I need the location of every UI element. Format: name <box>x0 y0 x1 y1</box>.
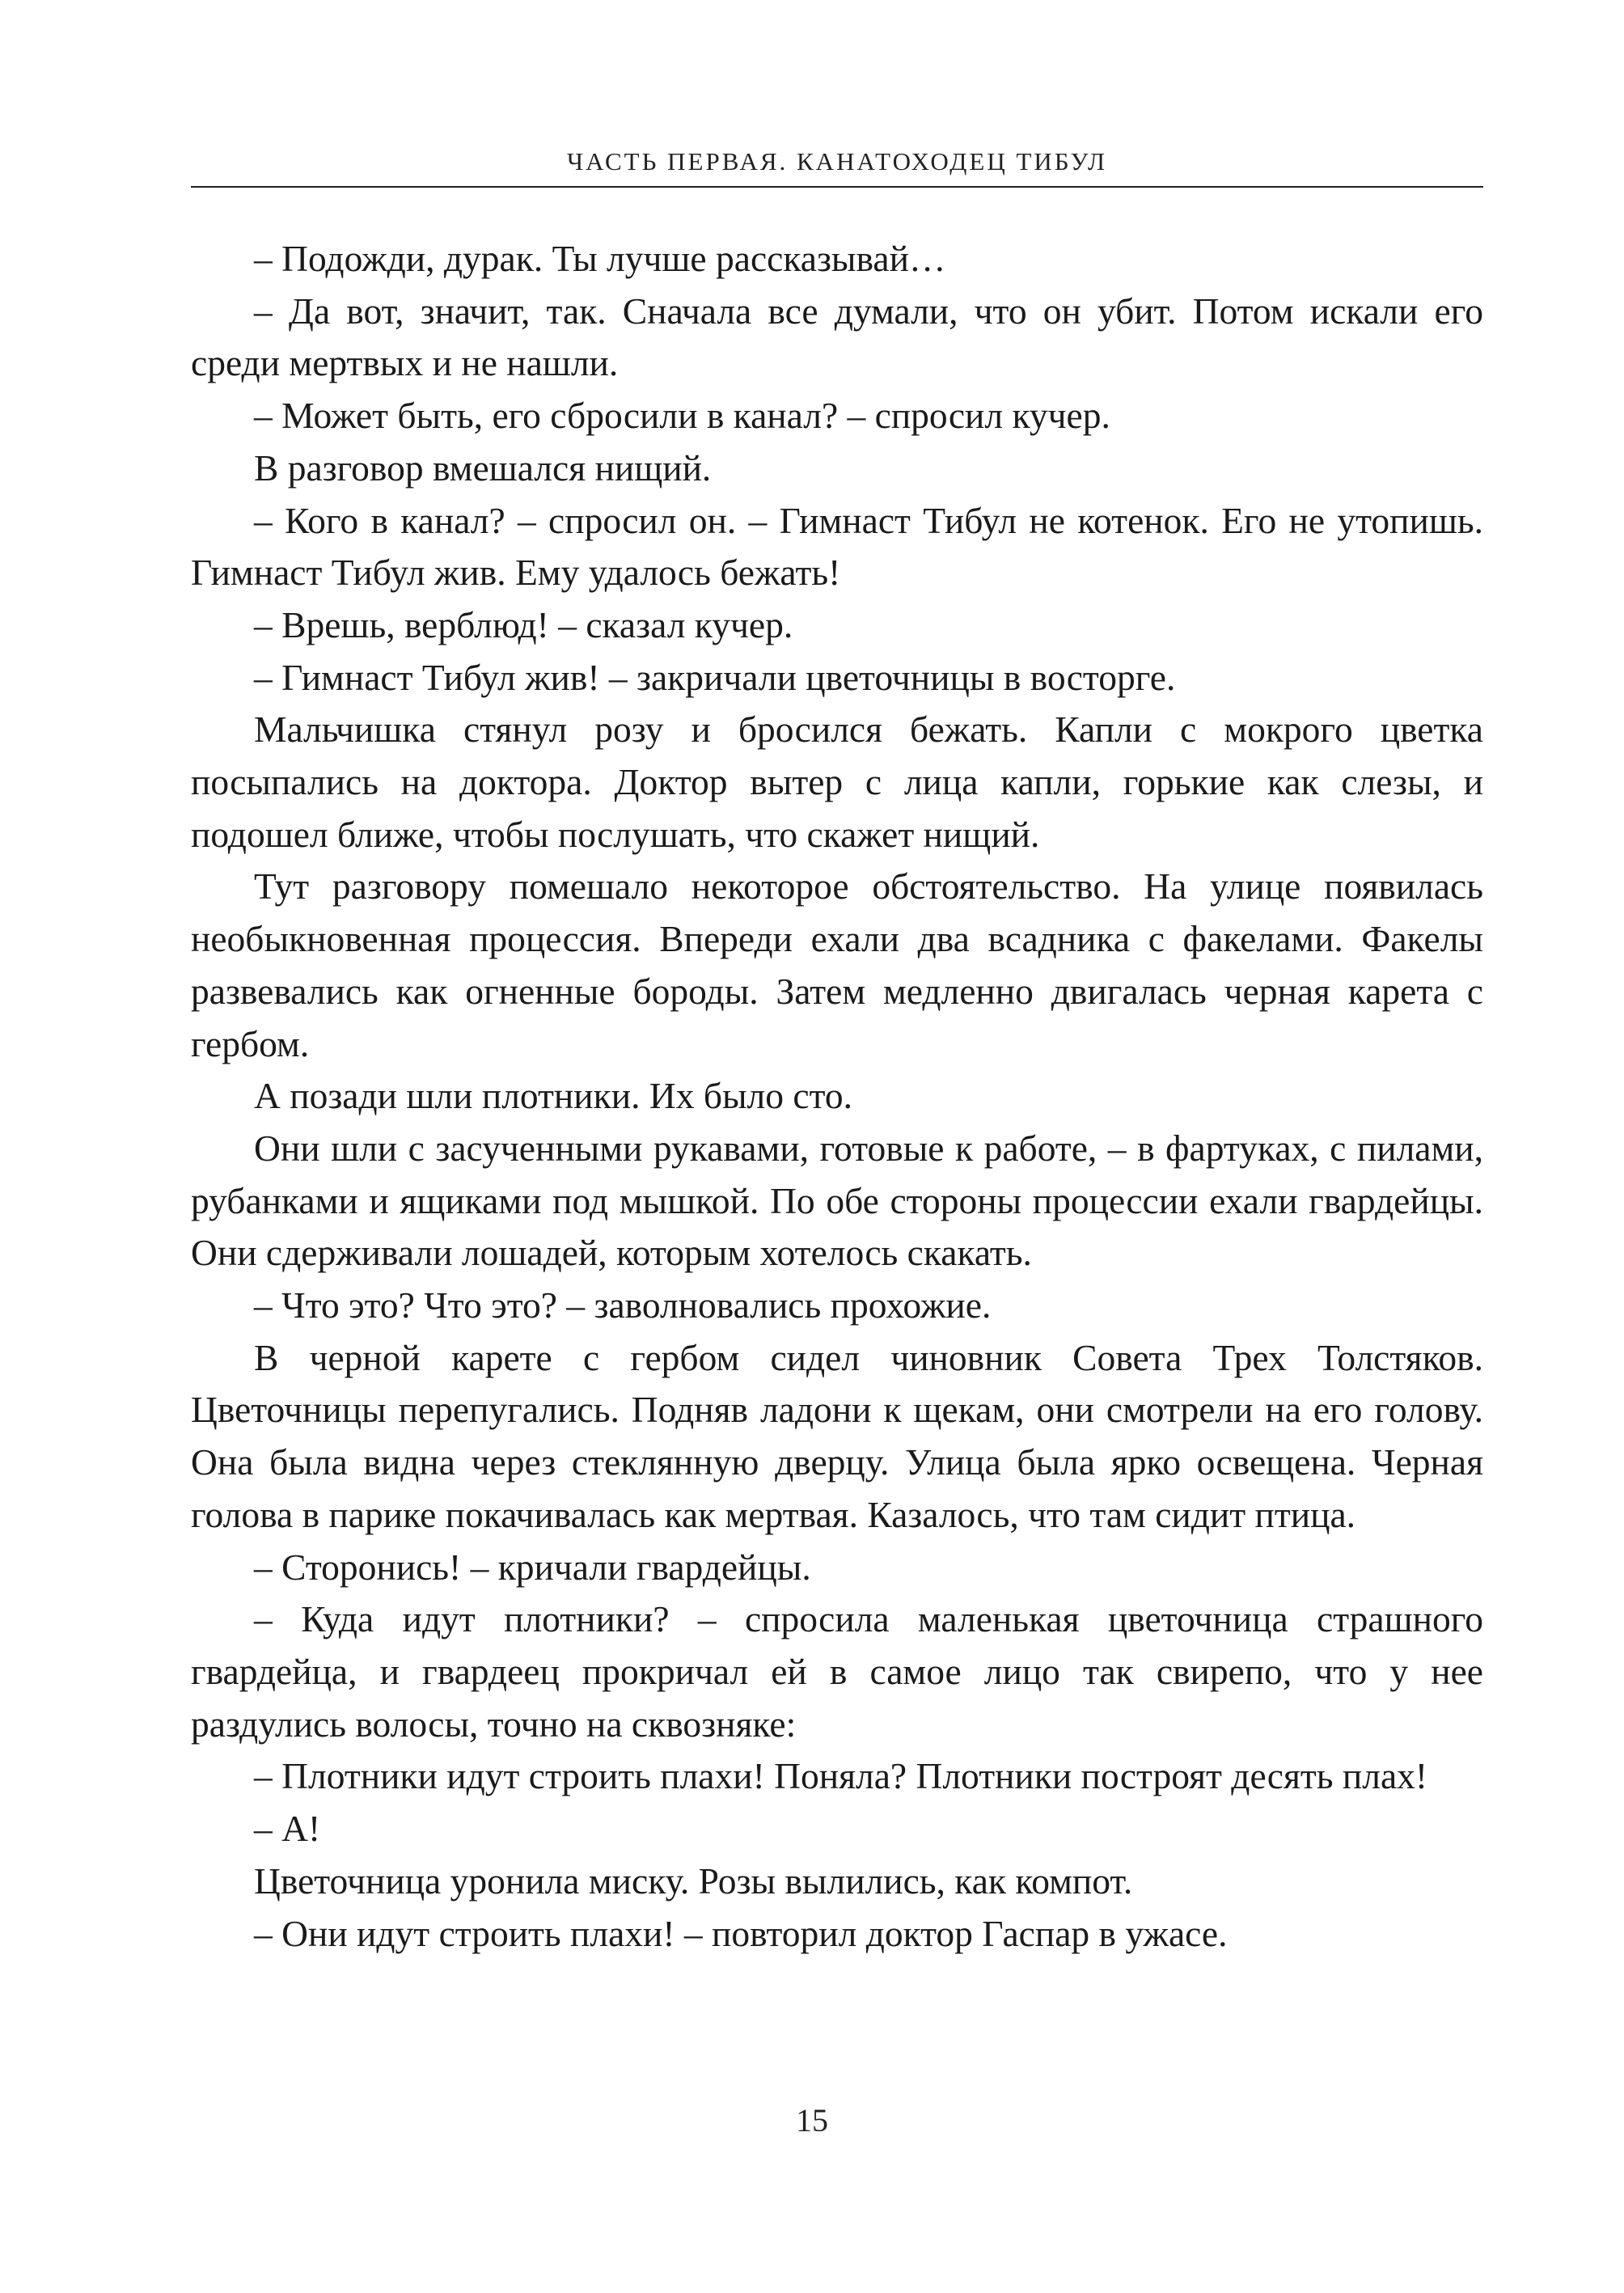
paragraph: – Куда идут плотники? – спросила маленькая цветочница страшного гвардейца, и гвардеец прокричал ей в самое лицо так свирепо, что у нее раздулись волосы, точно на сквозняке: <box>191 1598 1483 1745</box>
paragraph: Они шли с засученными рукавами, готовые к работе, – в фартуках, с пилами, рубанками и ящиками под мышкой. По обе стороны процессии ехали гвардейцы. Они сдерживали лошадей, которым хотелось скакать. <box>191 1127 1483 1274</box>
paragraph: В разговор вмешался нищий. <box>254 446 712 489</box>
text-body <box>191 233 1483 1960</box>
paragraph: – Врешь, верблюд! – сказал кучер. <box>254 603 793 645</box>
page-number: 15 <box>796 2102 828 2139</box>
paragraph: Мальчишка стянул розу и бросился бежать. Капли с мокрого цветка посыпались на доктора. Доктор вытер с лица капли, горькие как слезы, и подошел ближе, чтобы послушать, что скажет нищий. <box>191 709 1483 855</box>
paragraph: – Кого в канал? – спросил он. – Гимнаст Тибул не котенок. Его не утопишь. Гимнаст Тибул жив. Ему удалось бежать! <box>191 499 1483 594</box>
paragraph: – Гимнаст Тибул жив! – закричали цветочницы в восторге. <box>254 656 1176 698</box>
paragraph: – Они идут строить плахи! – повторил доктор Гаспар в ужасе. <box>254 1912 1228 1954</box>
paragraph: – Плотники идут строить плахи! Поняла? Плотники построят десять плах! <box>254 1755 1428 1797</box>
paragraph: Цветочница уронила миску. Розы вылились, как компот. <box>254 1859 1133 1902</box>
paragraph: Тут разговору помешало некоторое обстоятельство. На улице появилась необыкновенная процессия. Впереди ехали два всадника с факелами. Факелы развевались как огненные бороды. Затем медленно двигалась черная карета с гербом. <box>191 865 1483 1064</box>
paragraph: – Да вот, значит, так. Сначала все думали, что он убит. Потом искали его среди мертвых и не нашли. <box>191 290 1483 384</box>
paragraph: – А! <box>254 1808 321 1850</box>
paragraph: – Сторонись! – кричали гвардейцы. <box>254 1546 811 1588</box>
paragraph: – Подожди, дурак. Ты лучше рассказывай… <box>254 238 946 279</box>
running-header: ЧАСТЬ ПЕРВАЯ. КАНАТОХОДЕЦ ТИБУЛ <box>567 147 1107 176</box>
paragraph: В черной карете с гербом сидел чиновник Совета Трех Толстяков. Цветочницы перепугались. Подняв ладони к щекам, они смотрели на его голову. Она была видна через стеклянную дверцу. Улица была ярко освещена. Черная голова в парике покачивалась как мертвая. Казалось, что там сидит птица. <box>191 1336 1483 1535</box>
paragraph: – Может быть, его сбросили в канал? – спросил кучер. <box>254 395 1110 437</box>
paragraph: А позади шли плотники. Их было сто. <box>254 1075 852 1117</box>
paragraph: – Что это? Что это? – заволновались прохожие. <box>254 1284 992 1326</box>
header-rule <box>191 186 1483 188</box>
